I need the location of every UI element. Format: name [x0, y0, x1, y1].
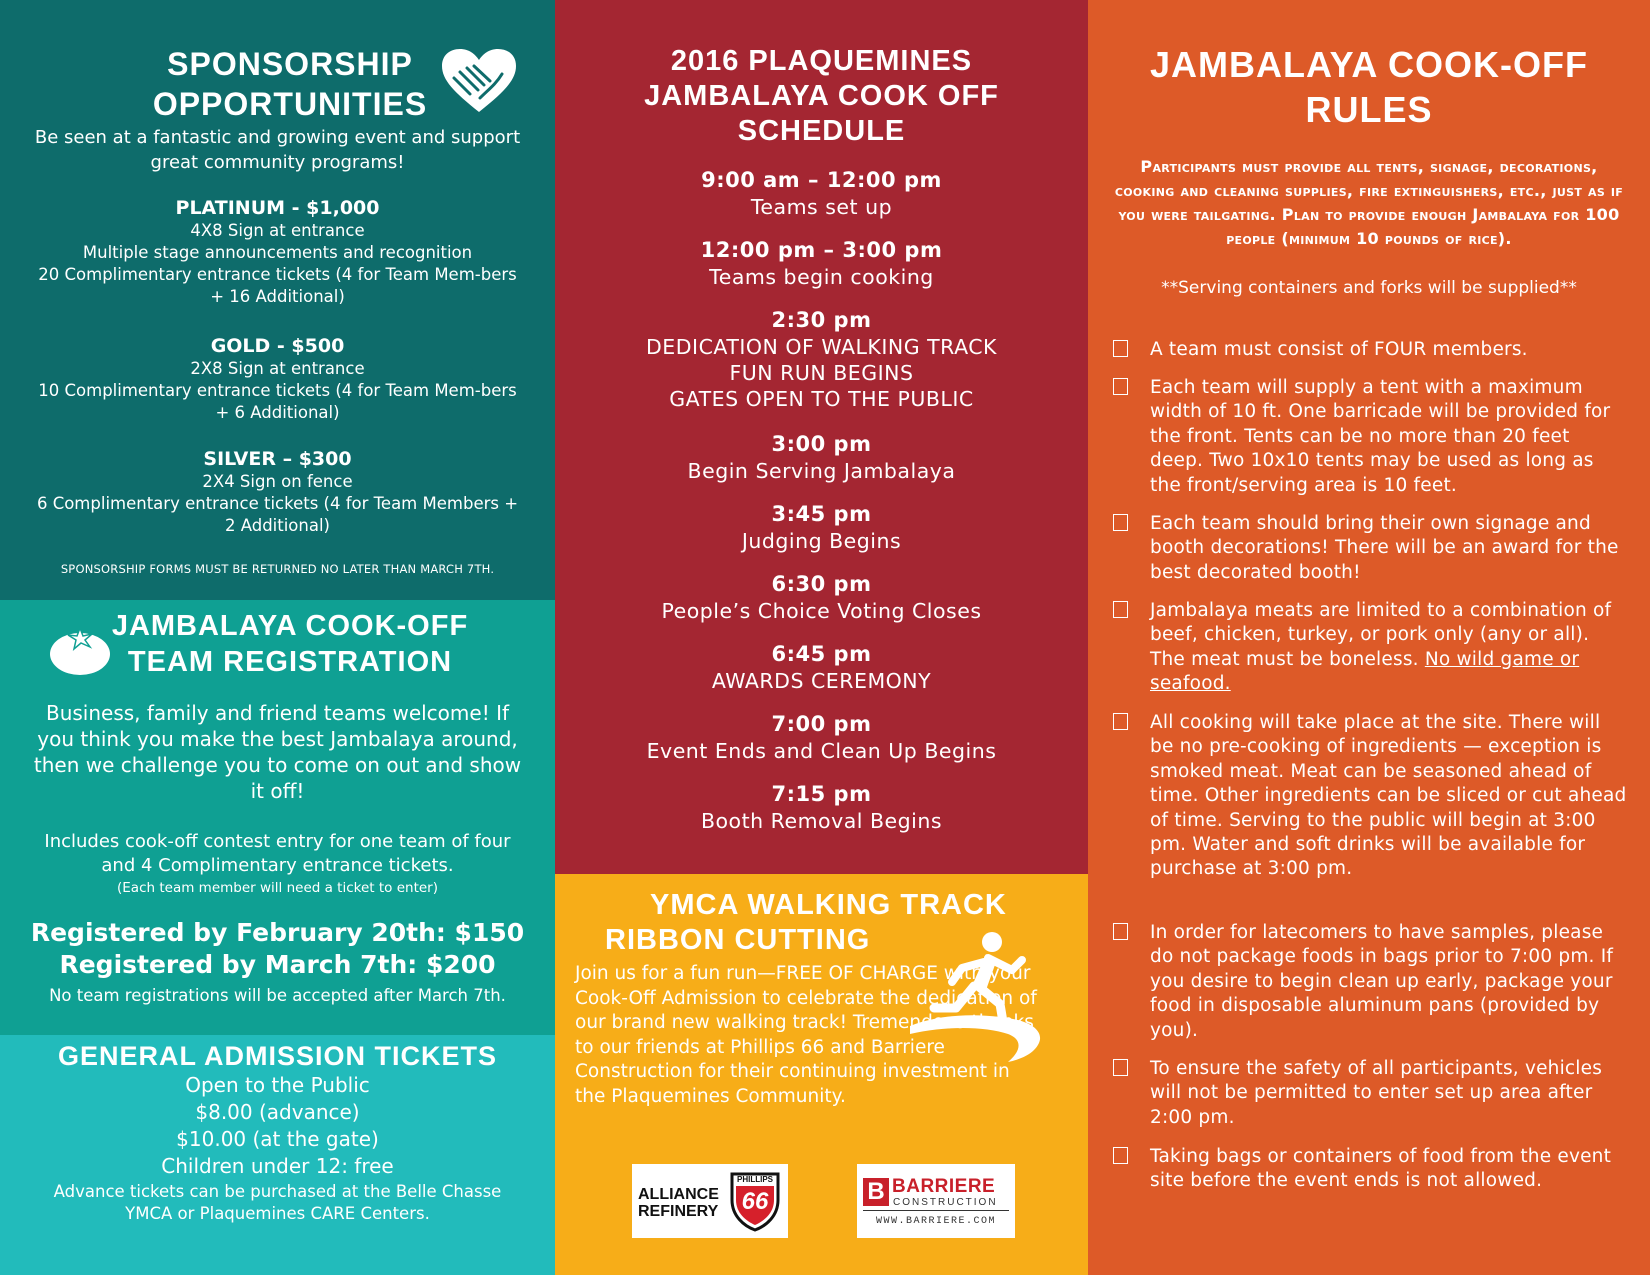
checkbox-icon: [1113, 923, 1128, 940]
checkbox-icon: [1113, 378, 1128, 395]
barriere-logo-sub: CONSTRUCTION: [893, 1197, 998, 1208]
registration-deadline: No team registrations will be accepted after March 7th.: [49, 986, 506, 1005]
rule-text: Each team will supply a tent with a maximum width of 10 ft. One barricade will be provided for the front. Tents can be no more than 20 feet deep. Two 10x10 tents may be used as long as the front/serving area is 10 feet.: [1150, 377, 1611, 496]
slot-time: 3:00 pm: [771, 432, 872, 456]
slot-description: GATES OPEN TO THE PUBLIC: [669, 387, 974, 411]
sponsorship-panel: [0, 0, 555, 600]
heart-hands-icon: [440, 48, 518, 114]
team-registration-includes: Includes cook-off contest entry for one team of four and 4 Complimentary entrance tickets.: [44, 831, 511, 876]
advance-ticket-note: Advance tickets can be purchased at the Belle Chasse YMCA or Plaquemines CARE Centers.: [53, 1182, 502, 1223]
tier-name: GOLD - $500: [210, 335, 345, 357]
slot-time: 6:30 pm: [771, 572, 872, 596]
slot-time: 7:15 pm: [771, 782, 872, 806]
checkbox-icon: [1113, 514, 1128, 531]
alliance-logo-text: ALLIANCE: [638, 1186, 719, 1203]
admission-price-list: [20, 1072, 535, 1180]
slot-description: Booth Removal Begins: [700, 809, 943, 833]
slot-time: 7:00 pm: [771, 712, 872, 736]
rule-text: [1150, 599, 1628, 697]
tier-line: 20 Complimentary entrance tickets (4 for Team Mem-bers + 16 Additional): [38, 265, 517, 306]
rules-serving-note: **Serving containers and forks will be supplied**: [1161, 278, 1577, 298]
rule-text: All cooking will take place at the site. There will be no pre-cooking of ingredients — exception is smoked meat. Meat can be seasoned ahead of time. Other ingredients can be sliced or cut ahead of time. Serving to the public will begin at 3:00 pm. Water and soft drinks will be available for purchase at 3:00 pm.: [1150, 712, 1627, 880]
schedule-slot: [565, 641, 1078, 694]
slot-time: 2:30 pm: [771, 308, 872, 332]
slot-description: AWARDS CEREMONY: [711, 669, 932, 693]
checkbox-icon: [1113, 1059, 1128, 1076]
slot-time: 3:45 pm: [771, 502, 872, 526]
rules-title: JAMBALAYA COOK-OFF RULES: [1149, 44, 1589, 130]
admission-line: $10.00 (at the gate): [176, 1127, 379, 1151]
slot-description: People’s Choice Voting Closes: [661, 599, 982, 623]
team-registration-title: JAMBALAYA COOK-OFF TEAM REGISTRATION: [111, 610, 469, 678]
barriere-logo-letter: B: [863, 1178, 889, 1206]
barriere-construction-logo: [857, 1164, 1015, 1238]
tier-line: Multiple stage announcements and recognition: [82, 243, 473, 262]
slot-description: Teams set up: [750, 195, 893, 219]
ymca-title-line: RIBBON CUTTING: [605, 924, 871, 956]
slot-description: Teams begin cooking: [709, 265, 934, 289]
schedule-slot: [565, 431, 1078, 484]
rule-text: A team must consist of FOUR members.: [1150, 339, 1528, 360]
tier-line: 10 Complimentary entrance tickets (4 for Team Mem-bers + 6 Additional): [38, 381, 517, 422]
admission-line: Open to the Public: [185, 1073, 370, 1097]
admission-line: Children under 12: free: [161, 1154, 394, 1178]
slot-time: 6:45 pm: [771, 642, 872, 666]
checkbox-icon: [1113, 340, 1128, 357]
alliance-refinery-logo: [632, 1164, 788, 1238]
schedule-slot: [565, 711, 1078, 764]
admission-line: $8.00 (advance): [195, 1100, 360, 1124]
checkbox-icon: [1113, 601, 1128, 618]
rule-text-part: Jambalaya meats are limited to a combination of beef, chicken, turkey, or pork only (any or all). The meat must be boneless.: [1150, 600, 1612, 670]
rule-emphasis: No wild game or seafood.: [1150, 648, 1580, 695]
slot-description: Event Ends and Clean Up Begins: [646, 739, 997, 763]
early-registration-price: Registered by February 20th: $150: [30, 918, 525, 947]
phillips-logo-text: PHILLIPS: [736, 1175, 773, 1184]
schedule-slot: [565, 167, 1078, 220]
checkbox-icon: [1113, 1147, 1128, 1164]
ymca-description: Join us for a fun run—FREE OF CHARGE with your Cook-Off Admission to celebrate the dedication of our brand new walking track! Tremendous thanks to our friends at Phillips 66 and Barriere Construction for their continuing investment in the Plaquemines Community.: [575, 963, 1037, 1107]
rules-panel: [1088, 0, 1650, 1275]
general-admission-panel: [0, 1035, 555, 1275]
checkbox-icon: [1113, 713, 1128, 730]
tier-line: 2X8 Sign at entrance: [190, 359, 365, 378]
slot-time: 9:00 am – 12:00 pm: [701, 168, 942, 192]
schedule-slot: [565, 501, 1078, 554]
schedule-panel: [555, 0, 1088, 874]
schedule-slot: [565, 571, 1078, 624]
slot-description: FUN RUN BEGINS: [729, 361, 914, 385]
schedule-slot: [565, 237, 1078, 290]
slot-description: Begin Serving Jambalaya: [687, 459, 956, 483]
late-registration-price: Registered by March 7th: $200: [59, 950, 496, 979]
team-registration-panel: [0, 600, 555, 1035]
tier-line: 2X4 Sign on fence: [202, 472, 353, 491]
phillips-logo-number: 66: [741, 1188, 769, 1215]
schedule-slot: [565, 781, 1078, 834]
ymca-title-line: YMCA WALKING TRACK: [650, 889, 1007, 921]
tier-line: 6 Complimentary entrance tickets (4 for Team Members + 2 Additional): [36, 494, 519, 535]
tier-line: 4X8 Sign at entrance: [190, 221, 365, 240]
tier-gold: [30, 334, 525, 424]
slot-time: 12:00 pm – 3:00 pm: [700, 238, 943, 262]
rule-text: Each team should bring their own signage and booth decorations! There will be an award for the best decorated booth!: [1150, 513, 1619, 583]
rule-text: Taking bags or containers of food from the event site before the event ends is not allowed.: [1150, 1146, 1612, 1192]
tier-silver: [30, 447, 525, 537]
schedule-title: 2016 PLAQUEMINES JAMBALAYA COOK OFF SCHEDULE: [644, 45, 999, 147]
slot-description: Judging Begins: [741, 529, 902, 553]
rule-text: To ensure the safety of all participants, vehicles will not be permitted to enter set up area after 2:00 pm.: [1150, 1058, 1603, 1128]
slot-description: DEDICATION OF WALKING TRACK: [646, 335, 997, 359]
rule-text: In order for latecomers to have samples, please do not package foods in bags prior to 7:00 pm. If you desire to begin clean up early, package your food in disposable aluminum pans (provided by you).: [1150, 922, 1614, 1041]
sponsorship-title: SPONSORSHIP OPPORTUNITIES: [152, 46, 428, 122]
tier-name: SILVER – $300: [203, 448, 352, 470]
schedule-slot: [565, 307, 1078, 412]
sponsorship-deadline-note: SPONSORSHIP FORMS MUST BE RETURNED NO LATER THAN MARCH 7TH.: [60, 562, 495, 576]
alliance-logo-text: REFINERY: [638, 1203, 719, 1220]
sponsorship-intro: Be seen at a fantastic and growing event and support great community programs!: [34, 127, 521, 173]
team-ticket-note: (Each team member will need a ticket to enter): [117, 880, 438, 896]
rules-intro: Participants must provide all tents, signage, decorations, cooking and cleaning supplies, fire extinguishers, etc., just as if you were tailgating. Plan to provide enough Jambalaya for 100 people (minimum 10 pounds of rice).: [1114, 157, 1624, 248]
barriere-logo-url: WWW.BARRIERE.COM: [875, 1216, 996, 1227]
tier-platinum: [30, 196, 525, 308]
team-registration-intro: Business, family and friend teams welcome! If you think you make the best Jambalaya around, then we challenge you to come on out and show it off!: [33, 701, 522, 803]
barriere-logo-name: BARRIERE: [892, 1176, 996, 1197]
ymca-ribbon-cutting-panel: [555, 874, 1088, 1275]
general-admission-title: GENERAL ADMISSION TICKETS: [57, 1041, 498, 1071]
tier-name: PLATINUM - $1,000: [175, 197, 380, 219]
